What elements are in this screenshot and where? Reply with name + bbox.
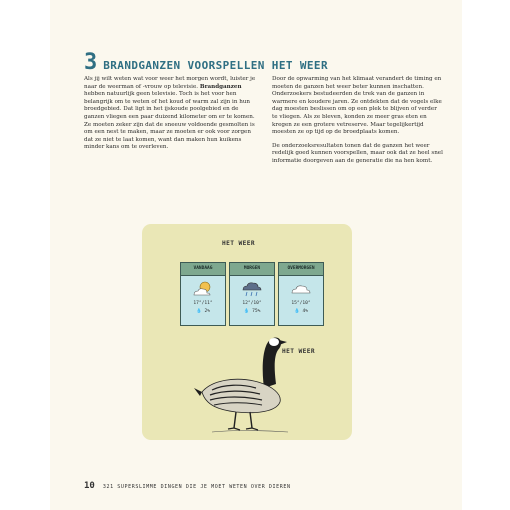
forecast-temperature: 12°/10° — [242, 301, 262, 306]
bold-term: Brandganzen — [199, 83, 242, 90]
forecast-tile-today — [180, 262, 226, 326]
rain-cloud-icon — [240, 279, 264, 299]
forecast-temperature: 15°/10° — [291, 301, 311, 306]
section-number: 3 — [84, 50, 98, 75]
forecast-tile-tomorrow — [229, 262, 275, 326]
forecast-day-label: VANDAAG — [181, 263, 225, 276]
book-title: 321 SUPERSLIMME DINGEN DIE JE MOET WETEN OVER DIEREN — [102, 484, 291, 490]
section-title: BRANDGANZEN VOORSPELLEN HET WEER — [103, 59, 328, 72]
forecast-rain: 💧 4% — [293, 309, 309, 314]
book-page — [50, 0, 462, 510]
forecast-temperature: 17°/11° — [193, 301, 213, 306]
page-number: 10 — [84, 481, 95, 491]
forecast-board — [180, 262, 322, 324]
forecast-rain: 💧 2% — [195, 309, 211, 314]
illustration-title: HET WEER — [222, 240, 256, 247]
left-paragraph: Als jij wilt weten wat voor weer het morgen wordt, luister je naar de weerman of -vrouw op televisie. Brandganzen hebben natuurlijk geen televisie. Toch is het voor hen belangrijk om te weten of het koud of warm zal zijn in hun broedgebied. Dat ligt in het ijskoude poolgebied en de ganzen vliegen een paar duizend kilometer om er te komen. Ze moeten zeker zijn dat de sneeuw voldoende gesmolten is om een nest te maken, maar ze moeten er ook voor zorgen dat ze niet te laat komen, want dan maken hun kuikens minder kans om te overleven. — [84, 76, 256, 151]
forecast-rain: 💧 75% — [243, 309, 261, 314]
right-text-column — [272, 76, 444, 172]
forecast-day-label: MORGEN — [230, 263, 274, 276]
forecast-tile-day-after — [278, 262, 324, 326]
left-text-column — [84, 76, 256, 158]
right-paragraph-2: De onderzoeksresultaten tonen dat de ganzen het weer redelijk goed kunnen voorspellen, maar ook dat ze heel snel informatie doorgeven aan de generatie die na hen komt. — [272, 142, 443, 164]
weather-illustration — [142, 224, 352, 440]
goose-illustration — [192, 328, 302, 436]
cloud-icon — [289, 279, 313, 299]
sun-cloud-icon — [191, 279, 215, 299]
page-footer — [84, 481, 291, 493]
goose-caption: HET WEER — [282, 348, 316, 355]
forecast-day-label: OVERMORGEN — [279, 263, 323, 276]
right-paragraph-1: Door de opwarming van het klimaat verandert de timing en moeten de ganzen het weer beter kunnen inschatten. Onderzoekers bestudeerden de trek van de ganzen in warmere en koudere jaren. Ze ontdekten dat de vogels elke dag moesten beslissen om op een plek te blijven of verder te vliegen. Als ze bleven, konden ze meer gras eten en kregen ze een grotere vetreserve. Maar tegelijkertijd moesten ze op tijd op de broedplaats komen. — [272, 76, 442, 136]
section-heading — [84, 50, 444, 74]
